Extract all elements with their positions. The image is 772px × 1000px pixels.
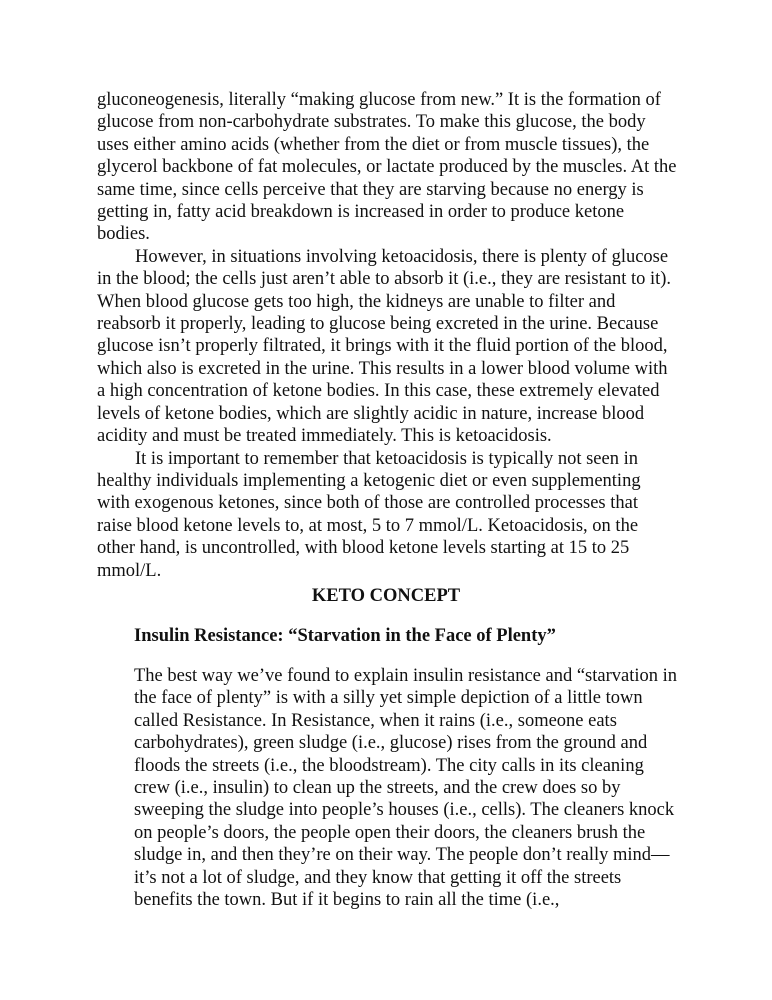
keto-concept-text: The best way we’ve found to explain insulin resistance and “starvation in the face of plenty” is with a silly yet simple depiction of a little town called Resistance. In Resistance, when it rains (i.e., someone eats carbohydrates), green sludge (i.e., glucose) rises from the ground and floods the streets (i.e., the bloodstream). The city calls in its cleaning crew (i.e., insulin) to clean up the streets, and the crew does so by sweeping the sludge into people’s houses (i.e., cells). The cleaners knock on people’s doors, the people open their doors, the cleaners brush the sludge in, and then they’re on their way. The people don’t really mind—it’s not a lot of sludge, and they know that getting it off the streets benefits the town. But if it begins to rain all the time (i.e., (134, 666, 678, 911)
body-paragraph-comparison: It is important to remember that ketoacidosis is typically not seen in healthy individuals implementing a ketogenic diet or even supplementing with exogenous ketones, since both of those are controlled processes that raise blood ketone levels to, at most, 5 to 7 mmol/L. Ketoacidosis, on the other hand, is uncontrolled, with blood ketone levels starting at 15 to 25 mmol/L. (97, 448, 641, 581)
keto-concept-title: Insulin Resistance: “Starvation in the Face of Plenty” (134, 626, 556, 646)
keto-concept-heading: KETO CONCEPT (311, 586, 461, 606)
body-paragraph-ketoacidosis: However, in situations involving ketoacidosis, there is plenty of glucose in the blood; the cells just aren’t able to absorb it (i.e., they are resistant to it). When blood glucose gets too high, the kidneys are unable to filter and reabsorb it properly, leading to glucose being excreted in the urine. Because glucose isn’t properly filtrated, it brings with it the fluid portion of the blood, which also is excreted in the urine. This results in a lower blood volume with a high concentration of ketone bodies. In this case, these extremely elevated levels of ketone bodies, which are slightly acidic in nature, increase blood acidity and must be treated immediately. This is ketoacidosis. (97, 246, 672, 447)
body-paragraph-gluconeogenesis: gluconeogenesis, literally “making glucose from new.” It is the formation of glucose from non-carbohydrate substrates. To make this glucose, the body uses either amino acids (whether from the diet or from muscle tissues), the glycerol backbone of fat molecules, or lactate produced by the muscles. At the same time, since cells perceive that they are starving because no energy is getting in, fatty acid breakdown is increased in order to produce ketone bodies. (97, 90, 677, 245)
body-text (97, 89, 677, 582)
